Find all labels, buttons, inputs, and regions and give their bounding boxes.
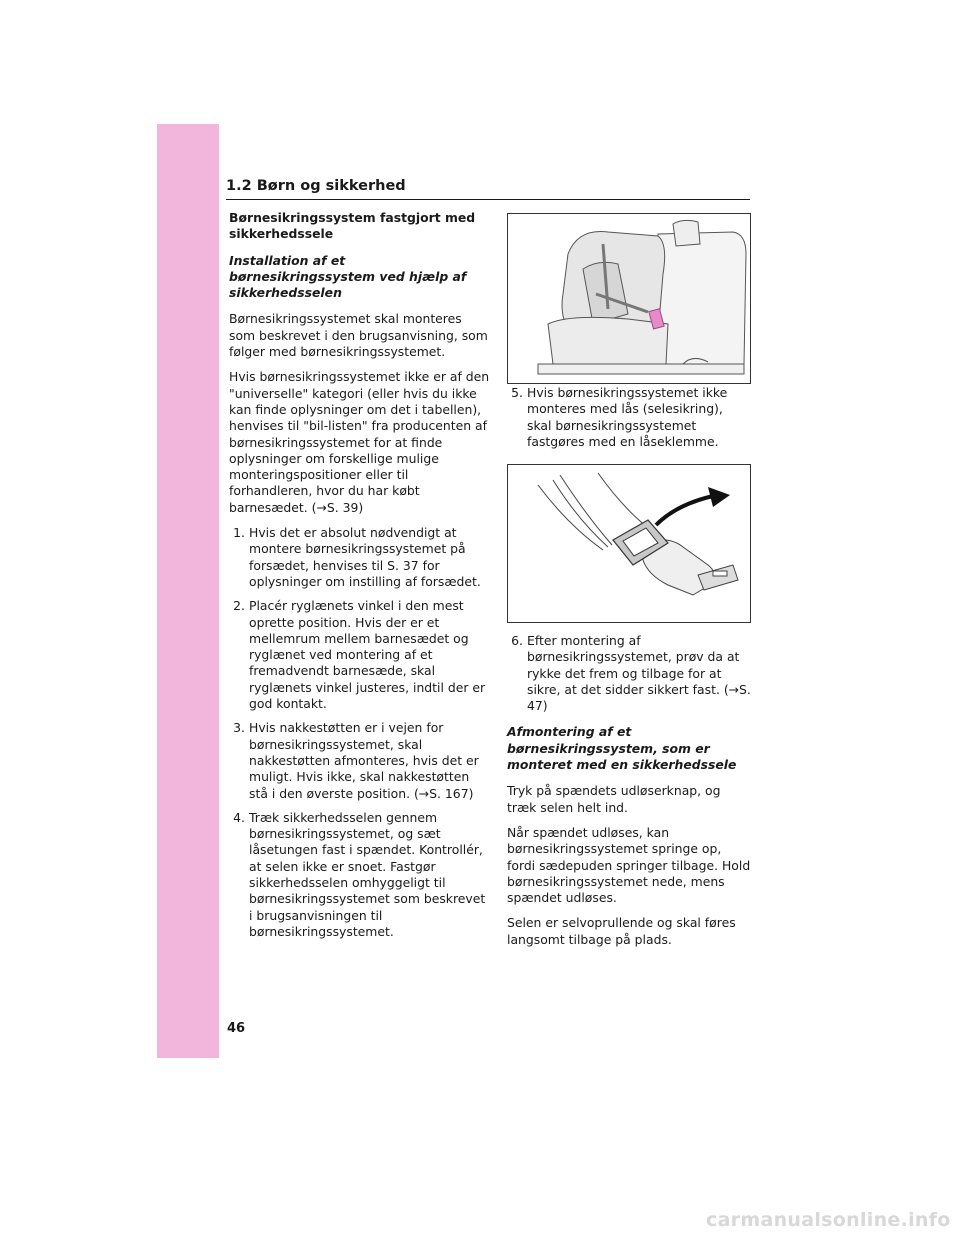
installation-subheading: Installation af et børnesikringssystem ved hjælp af sikkerhedsselen <box>229 252 467 301</box>
step-item <box>507 633 751 714</box>
step-text: Placér ryglænets vinkel i den mest oprette position. Hvis der er et mellemrum mellem barnesædet og ryglænet ved montering af et fremadvendt barnesæde, skal ryglænets vinkel justeres, indtil der er god kontakt. <box>249 598 486 712</box>
right-step-5 <box>507 385 751 458</box>
locking-clip-illustration <box>507 464 751 623</box>
steps-list <box>507 385 751 450</box>
step-number: 1. <box>233 525 245 541</box>
paragraph: Børnesikringssystemet skal monteres som beskrevet i den brugsanvisning, som følger med børnesikringssystemet. <box>229 311 488 360</box>
step-text: Efter montering af børnesikringssystemet, prøv da at rykke det frem og tilbage for at sikre, at det sidder sikkert fast. (→S. 47) <box>527 633 751 714</box>
header-rule <box>226 199 750 200</box>
child-seat-illustration <box>507 213 751 384</box>
right-column-lower <box>507 633 751 957</box>
chapter-tab <box>157 124 219 1058</box>
step-item <box>229 810 491 940</box>
left-column <box>229 210 491 948</box>
step-item <box>229 720 491 801</box>
page-number: 46 <box>227 1021 246 1036</box>
paragraph: Når spændet udløses, kan børnesikringssystemet springe op, fordi sædepuden springer tilbage. Hold børnesikringssystemet nede, mens spændet udløses. <box>507 824 751 906</box>
section-header: 1.2 Børn og sikkerhed <box>226 178 406 194</box>
step-number: 5. <box>511 385 523 400</box>
step-number: 3. <box>233 720 245 736</box>
step-number: 2. <box>233 598 245 614</box>
step-number: 6. <box>511 633 523 648</box>
step-item <box>507 385 751 450</box>
steps-list <box>507 633 751 714</box>
section-heading: Børnesikringssystem fastgjort med sikkerhedssele <box>229 210 476 242</box>
step-item <box>229 598 491 712</box>
child-seat-drawing <box>508 214 750 383</box>
step-text: Hvis børnesikringssystemet ikke monteres med lås (selesikring), skal børnesikringssystemet fastgøres med en låseklemme. <box>527 385 728 449</box>
step-text: Hvis nakkestøtten er i vejen for børnesikringssystemet, skal nakkestøtten afmonteres, hvis det er muligt. Hvis ikke, skal nakkestøtten stå i den øverste position. (→S. 167) <box>249 720 479 801</box>
paragraph: Selen er selvoprullende og skal føres langsomt tilbage på plads. <box>507 915 736 947</box>
watermark: carmanualsonline.info <box>706 1209 951 1231</box>
removal-subheading: Afmontering af et børnesikringssystem, som er monteret med en sikkerhedssele <box>507 724 737 773</box>
paragraph: Hvis børnesikringssystemet ikke er af den "universelle" kategori (eller hvis du ikke kan finde oplysninger om det i tabellen), henvises til "bil-listen" fra producenten af børnesikringssystemet for at finde oplysninger om forskellige mulige monteringspositioner eller til forhandleren, hvor du har købt barnesædet. (→S. 39) <box>229 369 490 515</box>
step-item <box>229 525 491 590</box>
step-number: 4. <box>233 809 245 825</box>
step-text: Hvis det er absolut nødvendigt at montere børnesikringssystemet på forsædet, henvises til S. 37 for oplysninger om instilling af forsædet. <box>249 525 481 589</box>
paragraph: Tryk på spændets udløserknap, og træk selen helt ind. <box>507 783 721 815</box>
locking-clip-drawing <box>508 465 750 622</box>
step-text: Træk sikkerhedsselen gennem børnesikringssystemet, og sæt låsetungen fast i spændet. Kontrollér, at selen ikke er snoet. Fastgør sikkerhedsselen omhyggeligt til børnesikringssystemet som beskrevet i brugsanvisningen til børnesikringssystemet. <box>249 809 486 939</box>
steps-list <box>229 525 491 940</box>
